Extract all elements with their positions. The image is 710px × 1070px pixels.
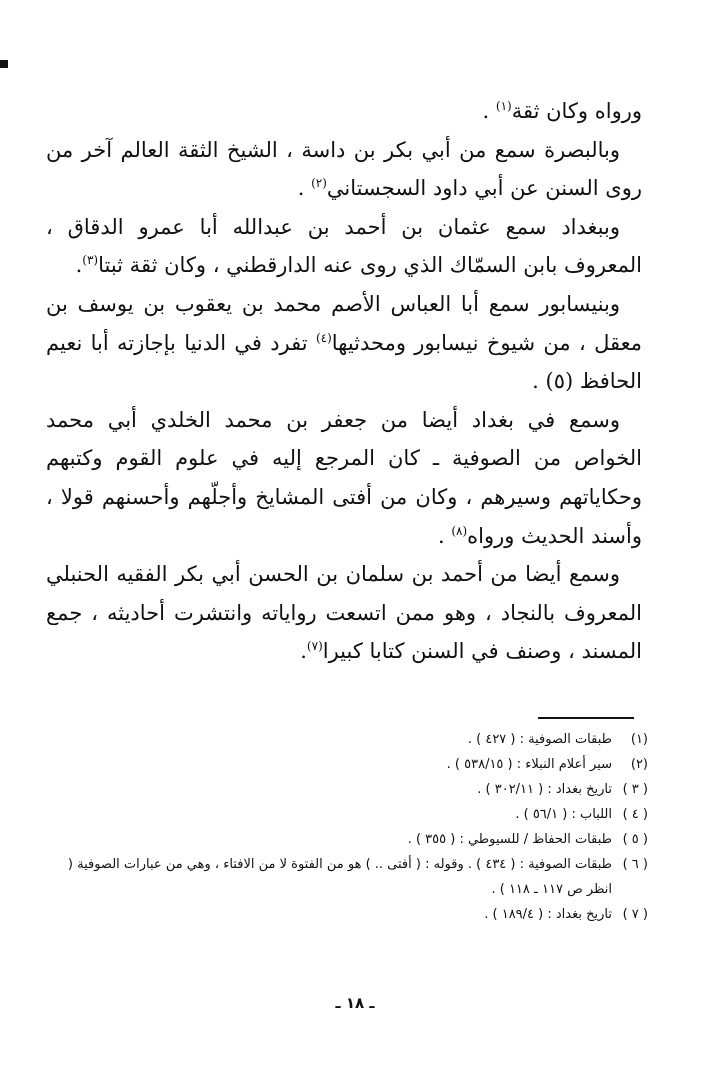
footnote-item xyxy=(46,902,648,927)
footnote-number: ( ٧ ) xyxy=(622,907,648,922)
footnote-ref[interactable]: (١) xyxy=(495,99,512,113)
footnote-ref[interactable]: (٣) xyxy=(82,253,99,268)
footnote-ref[interactable]: (٧) xyxy=(306,639,323,654)
corner-mark xyxy=(0,60,8,68)
footnote-divider xyxy=(538,717,634,719)
footnote-text: طبقات الصوفية : ( ٤٣٤ ) . وقوله : ( أفتى .. ) هو من الفتوة لا من الافتاء ، وهي من عبارات الصوفية ( انظر ص ١١٧ ـ ١١٨ ) . xyxy=(67,857,612,897)
footnote-number: ( ٦ ) xyxy=(622,857,648,872)
footnote-item xyxy=(46,827,648,852)
footnote-item xyxy=(46,777,648,802)
page-number: ـ ١٨ ـ xyxy=(335,994,375,1012)
footnote-text: سير أعلام النبلاء : ( ٥٣٨/١٥ ) . xyxy=(446,757,612,772)
footnote-text: تاريخ بغداد : ( ١٨٩/٤ ) . xyxy=(484,907,612,922)
footnotes xyxy=(46,727,648,927)
paragraph: وسمع في بغداد أيضا من جعفر بن محمد الخلدي أبي محمد الخواص من الصوفية ـ كان المرجع إليه في علوم القوم وكتبهم وحكاياتهم وسيرهم ، وكان من أفتى المشايخ وأجلّهم وأحسنهم قولا ، وأسند الحديث ورواه$^{(٨)}$ . xyxy=(46,407,642,548)
footnote-ref[interactable]: (٤) xyxy=(315,330,332,345)
footnote-item xyxy=(46,802,648,827)
footnote-text: اللباب : ( ٥٦/١ ) . xyxy=(515,807,612,822)
footnote-number: (٢) xyxy=(630,757,648,772)
footnote-item xyxy=(46,852,648,902)
paragraph: وببغداد سمع عثمان بن أحمد بن عبدالله أبا عمرو الدقاق ، المعروف بابن السمّاك الذي روى عنه الدارقطني ، وكان ثقة ثبتا$^{(٣)}$. xyxy=(46,214,642,278)
footnote-number: ( ٣ ) xyxy=(622,782,648,797)
paragraph: ورواه وكان ثقة$^{(١)}$ . xyxy=(482,99,642,123)
footnote-item xyxy=(46,752,648,777)
footnote-item xyxy=(46,727,648,752)
footnote-ref[interactable]: (٢) xyxy=(311,176,327,191)
footnote-ref[interactable]: (٨) xyxy=(451,523,468,538)
footnote-text: تاريخ بغداد : ( ٣٠٢/١١ ) . xyxy=(477,782,612,797)
footnote-number: ( ٤ ) xyxy=(622,807,648,822)
main-text xyxy=(46,92,642,671)
footnote-text: طبقات الحفاظ / للسيوطي : ( ٣٥٥ ) . xyxy=(407,832,612,847)
paragraph: وبالبصرة سمع من أبي بكر بن داسة ، الشيخ الثقة العالم آخر من روى السنن عن أبي داود السجستاني$^{(٢)}$ . xyxy=(46,137,642,201)
footnote-number: ( ٥ ) xyxy=(622,832,648,847)
paragraph: وسمع أيضا من أحمد بن سلمان بن الحسن أبي بكر الفقيه الحنبلي المعروف بالنجاد ، وهو ممن اتسعت رواياته وانتشرت أحاديثه ، جمع المسند ، وصنف في السنن كتابا كبيرا$^{(٧)}$. xyxy=(46,562,642,664)
paragraph: وبنيسابور سمع أبا العباس الأصم محمد بن يعقوب بن يوسف بن معقل ، من شيوخ نيسابور ومحدثيها$^{(٤)}$ تفرد في الدنيا بإجازته أبا نعيم الحافظ (٥) . xyxy=(46,291,642,394)
footnote-number: (١) xyxy=(630,732,648,747)
footnote-text: طبقات الصوفية : ( ٤٢٧ ) . xyxy=(467,732,612,747)
